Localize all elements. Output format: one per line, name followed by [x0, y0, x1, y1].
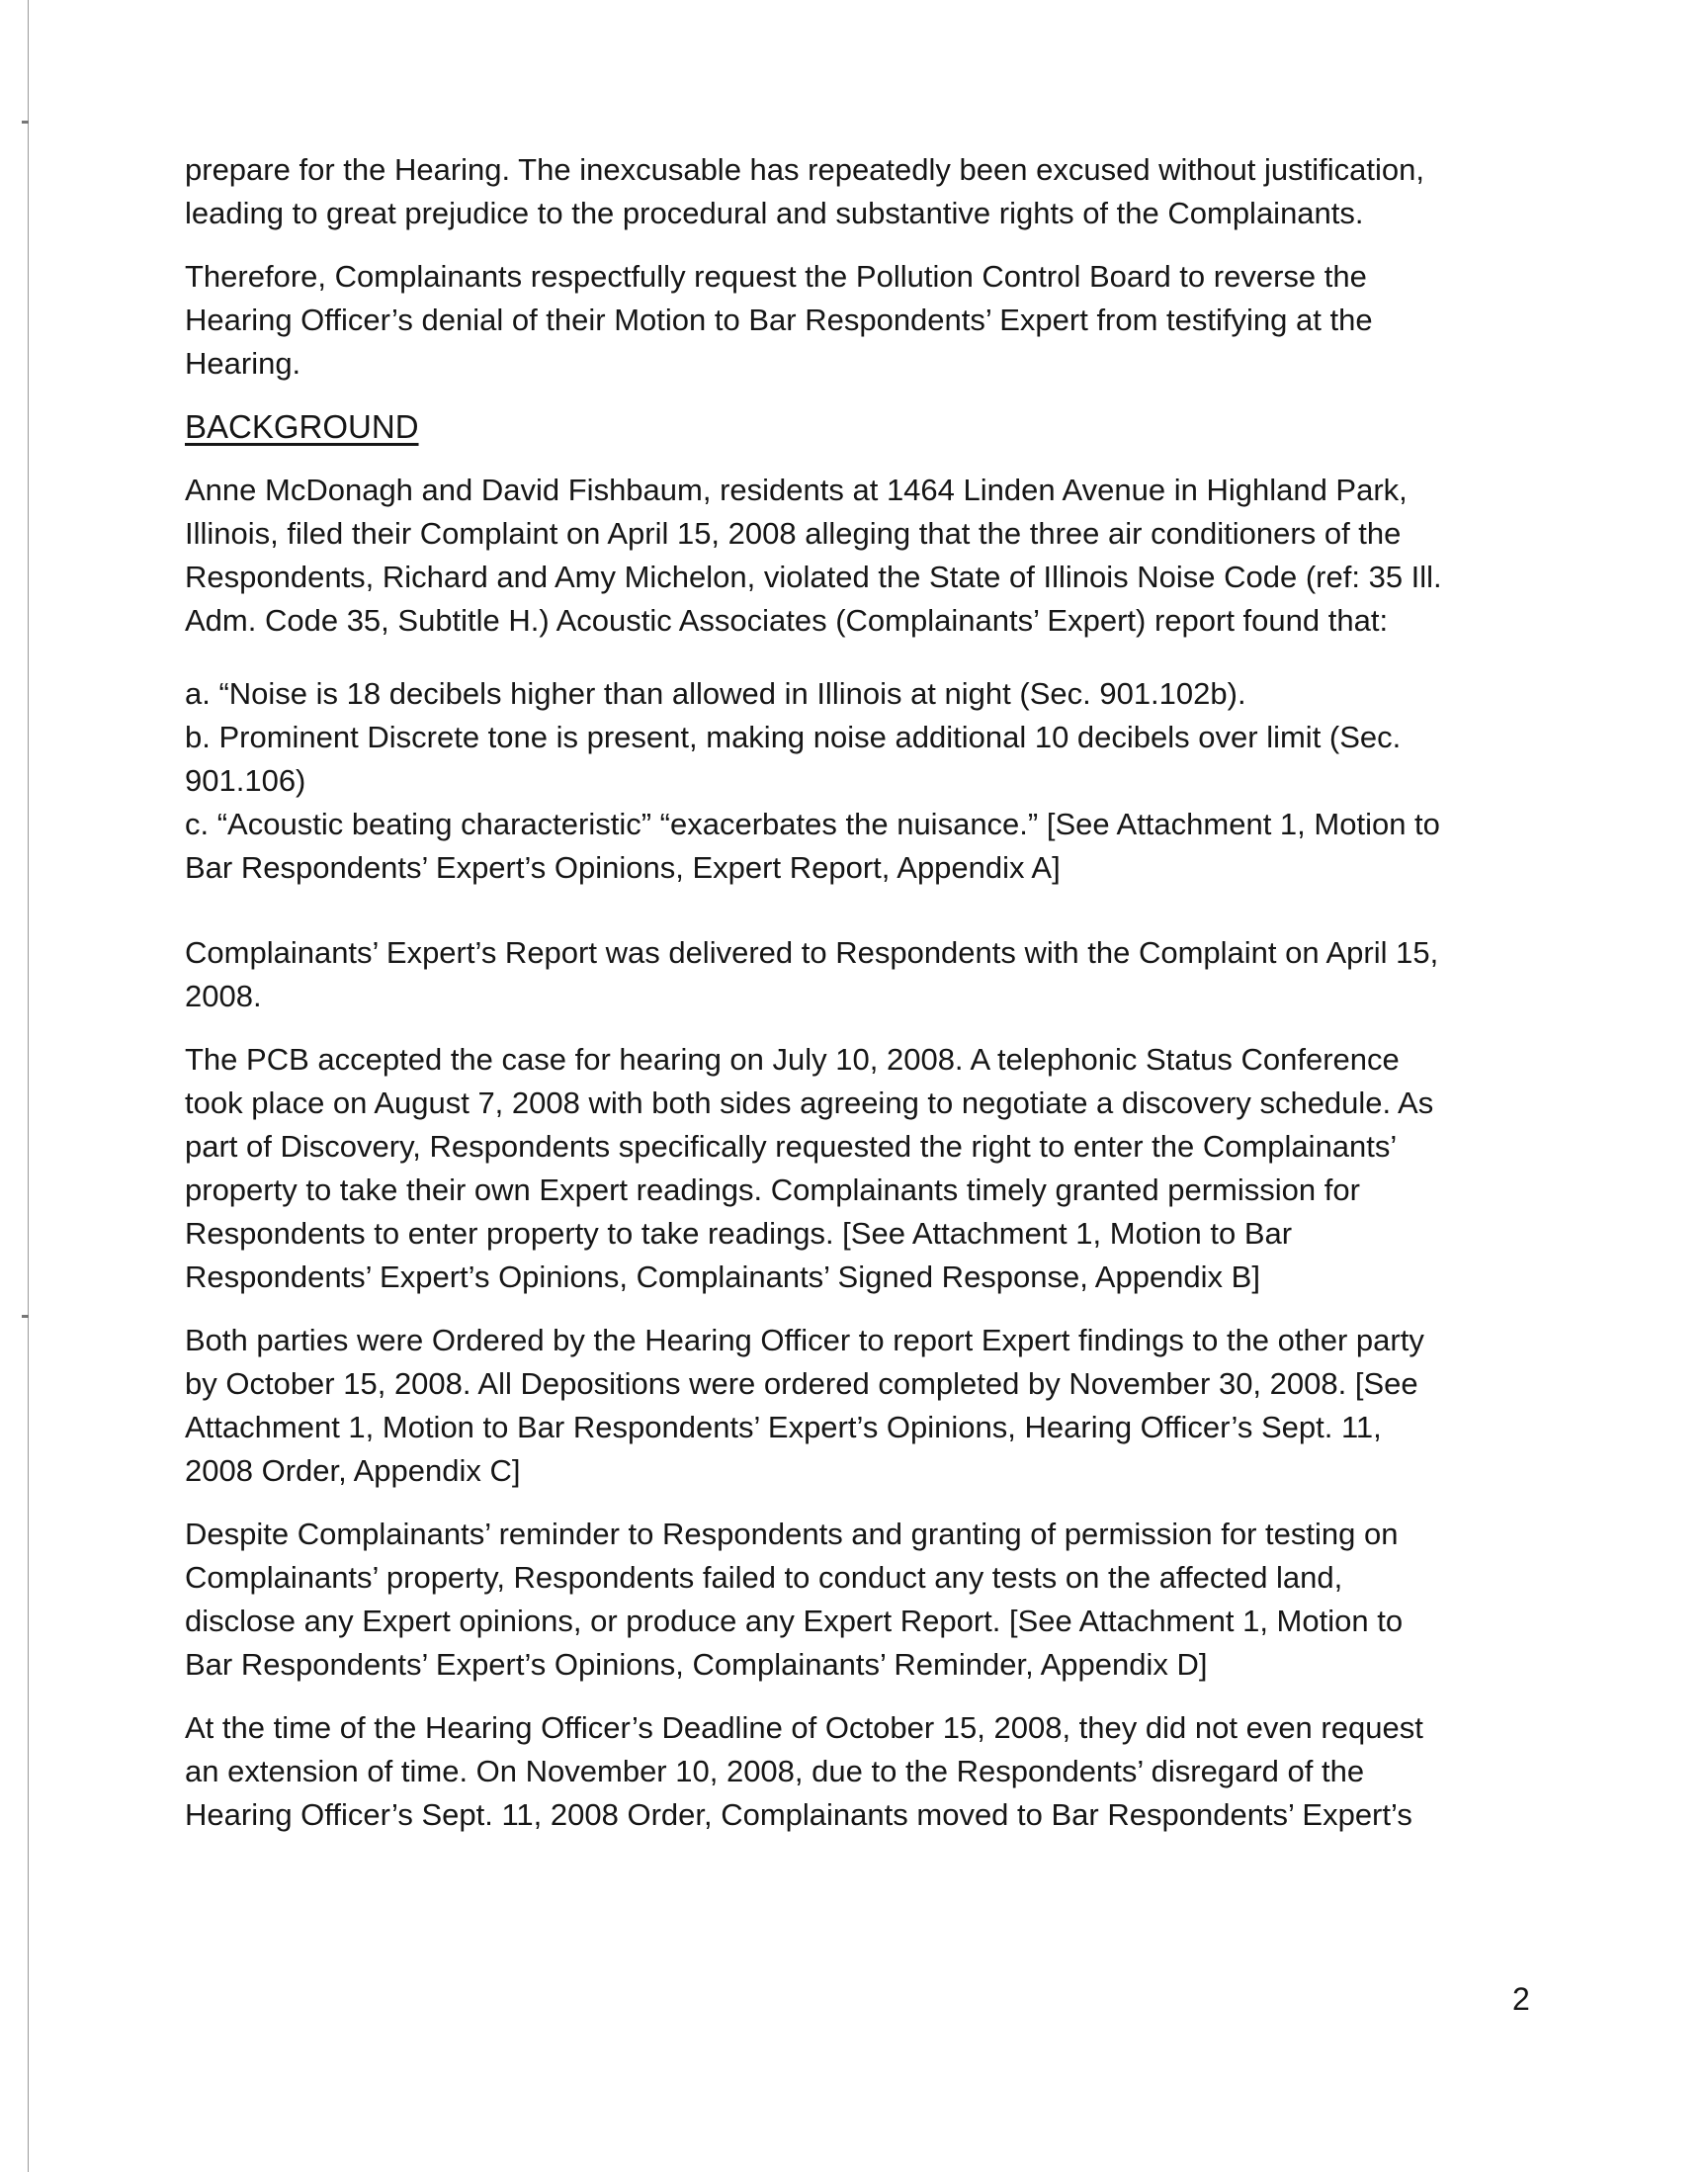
paragraph-order-expert-findings: Both parties were Ordered by the Hearing Officer to report Expert findings to the other party by October 15, 2008. All Depositions were ordered completed by November 30, 2008. [See Attachment 1, Motion to Bar Respondents’ Expert’s Opinions, Hearing Officer’s Sept. 11, 2008 Order, Appendix C]	[185, 1323, 1424, 1488]
paragraph-background-intro: Anne McDonagh and David Fishbaum, residents at 1464 Linden Avenue in Highland Park, Illinois, filed their Complaint on April 15, 2008 alleging that the three air conditioners of the Respondents, Richard and Amy Michelon, violated the State of Illinois Noise Code (ref: 35 Ill. Adm. Code 35, Subtitle H.) Acoustic Associates (Complainants’ Expert) report found that:	[185, 473, 1442, 638]
paragraph-deadline: At the time of the Hearing Officer’s Deadline of October 15, 2008, they did not even request an extension of time. On November 10, 2008, due to the Respondents’ disregard of the Hearing Officer’s Sept. 11, 2008 Order, Complainants moved to Bar Respondents’ Expert’s	[185, 1710, 1423, 1832]
paragraph-respondents-failed: Despite Complainants’ reminder to Respondents and granting of permission for testing on Complainants’ property, Respondents failed to conduct any tests on the affected land, disclose any Expert opinions, or produce any Expert Report. [See Attachment 1, Motion to Bar Respondents’ Expert’s Opinions, Complainants’ Reminder, Appendix D]	[185, 1517, 1404, 1682]
document-body	[185, 148, 1544, 1857]
paragraph-pcb-accepted: The PCB accepted the case for hearing on July 10, 2008. A telephonic Status Conference took place on August 7, 2008 with both sides agreeing to negotiate a discovery schedule. As part of Discovery, Respondents specifically requested the right to enter the Complainants’ property to take their own Expert readings. Complainants timely granted permission for Respondents to enter property to take readings. [See Attachment 1, Motion to Bar Respondents’ Expert’s Opinions, Complainants’ Signed Response, Appendix B]	[185, 1042, 1434, 1294]
finding-item-c: c. “Acoustic beating characteristic” “exacerbates the nuisance.” [See Attachment 1, Motion to Bar Respondents’ Expert’s Opinions, Expert Report, Appendix A]	[185, 807, 1440, 885]
scan-margin-mark	[22, 121, 29, 124]
section-heading-background: BACKGROUND	[185, 408, 419, 445]
paragraph-expert-report-delivered: Complainants’ Expert’s Report was delivered to Respondents with the Complaint on April 15, 2008.	[185, 935, 1439, 1013]
finding-item-b: b. Prominent Discrete tone is present, making noise additional 10 decibels over limit (Sec. 901.106)	[185, 720, 1402, 798]
scan-margin-mark	[22, 1315, 29, 1318]
scan-margin-line	[28, 0, 29, 2172]
expert-findings-list	[185, 672, 1544, 890]
paragraph-prepare-hearing: prepare for the Hearing. The inexcusable has repeatedly been excused without justification, leading to great prejudice to the procedural and substantive rights of the Complainants.	[185, 152, 1424, 230]
page-number: 2	[1512, 1981, 1530, 2017]
paragraph-request-reversal: Therefore, Complainants respectfully request the Pollution Control Board to reverse the Hearing Officer’s denial of their Motion to Bar Respondents’ Expert from testifying at the Hearing.	[185, 259, 1373, 381]
finding-item-a: a. “Noise is 18 decibels higher than allowed in Illinois at night (Sec. 901.102b).	[185, 676, 1246, 711]
